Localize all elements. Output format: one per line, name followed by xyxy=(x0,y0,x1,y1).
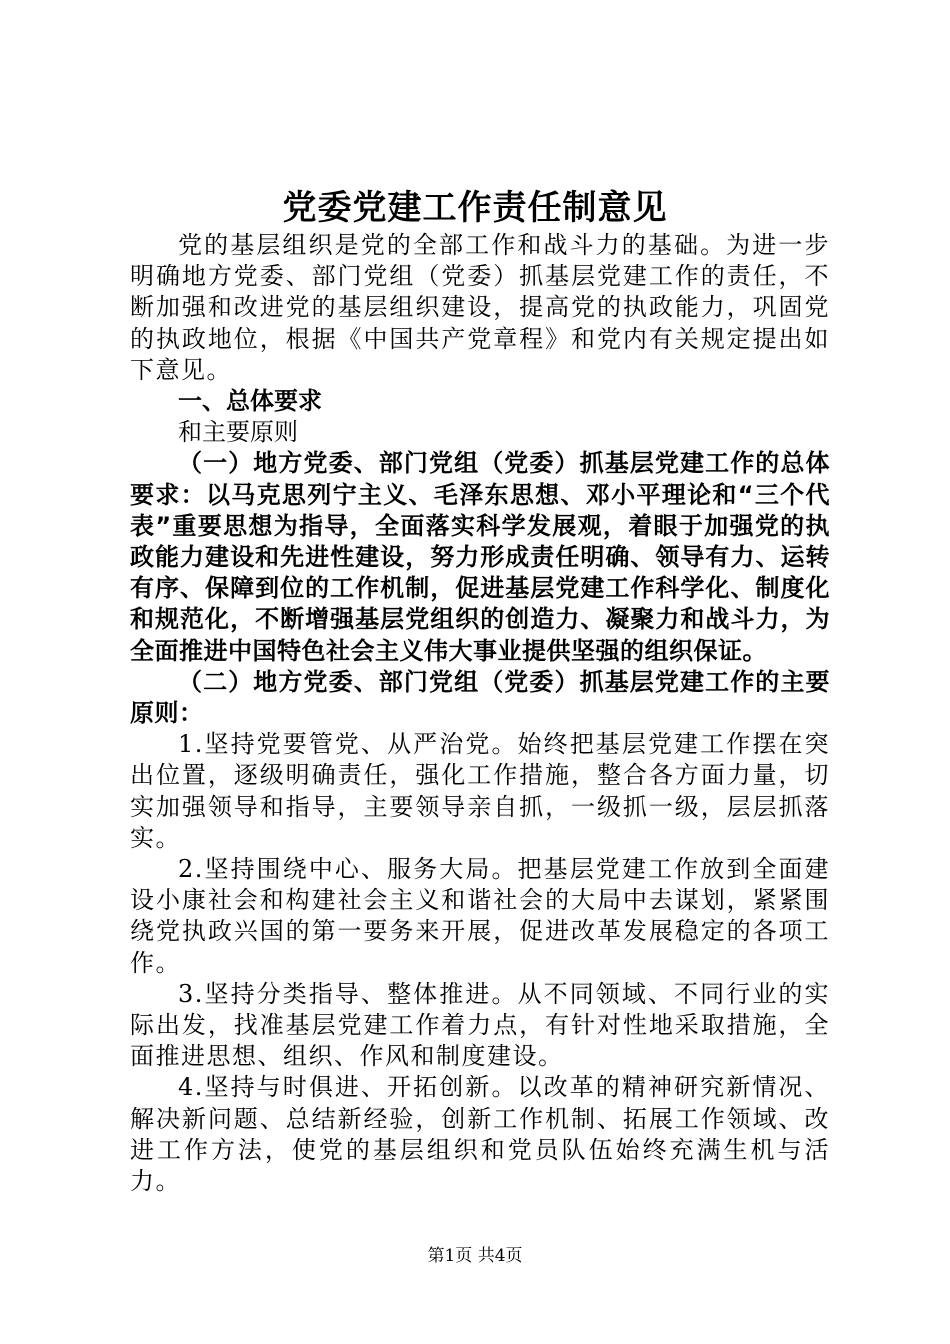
requirement-paragraph: （一）地方党委、部门党组（党委）抓基层党建工作的总体要求：以马克思列宁主义、毛泽东思想、邓小平理论和“三个代表”重要思想为指导，全面落实科学发展观，着眼于加强党的执政能力建设和先进性建设，努力形成责任明确、领导有力、运转有序、保障到位的工作机制，促进基层党建工作科学化、制度化和规范化，不断增强基层党组织的创造力、凝聚力和战斗力，为全面推进中国特色社会主义伟大事业提供坚强的组织保证。 xyxy=(130,449,830,665)
section-heading: 一、总体要求 xyxy=(178,387,322,416)
principle-item: 4.坚持与时俱进、开拓创新。以改革的精神研究新情况、解决新问题、总结新经验，创新工作机制、拓展工作领域、改进工作方法，使党的基层组织和党员队伍始终充满生机与活力。 xyxy=(130,1073,830,1196)
section-heading-continuation: 和主要原则 xyxy=(178,418,298,447)
document-title: 党委党建工作责任制意见 xyxy=(282,188,668,228)
principles-paragraph: （二）地方党委、部门党组（党委）抓基层党建工作的主要原则： xyxy=(130,667,830,728)
intro-paragraph: 党的基层组织是党的全部工作和战斗力的基础。为进一步明确地方党委、部门党组（党委）抓基层党建工作的责任，不断加强和改进党的基层组织建设，提高党的执政能力，巩固党的执政地位，根据《中国共产党章程》和党内有关规定提出如下意见。 xyxy=(130,231,830,384)
document-body xyxy=(130,230,830,1197)
principle-item: 1.坚持党要管党、从严治党。始终把基层党建工作摆在突出位置，逐级明确责任，强化工作措施，整合各方面力量，切实加强领导和指导，主要领导亲自抓，一级抓一级，层层抓落实。 xyxy=(130,730,830,852)
page-number-footer: 第1页 共4页 xyxy=(427,1246,523,1266)
principle-item: 2.坚持围绕中心、服务大局。把基层党建工作放到全面建设小康社会和构建社会主义和谐社会的大局中去谋划，紧紧围绕党执政兴国的第一要务来开展，促进改革发展稳定的各项工作。 xyxy=(130,855,830,977)
principle-item: 3.坚持分类指导、整体推进。从不同领域、不同行业的实际出发，找准基层党建工作着力点，有针对性地采取措施，全面推进思想、组织、作风和制度建设。 xyxy=(130,979,830,1071)
